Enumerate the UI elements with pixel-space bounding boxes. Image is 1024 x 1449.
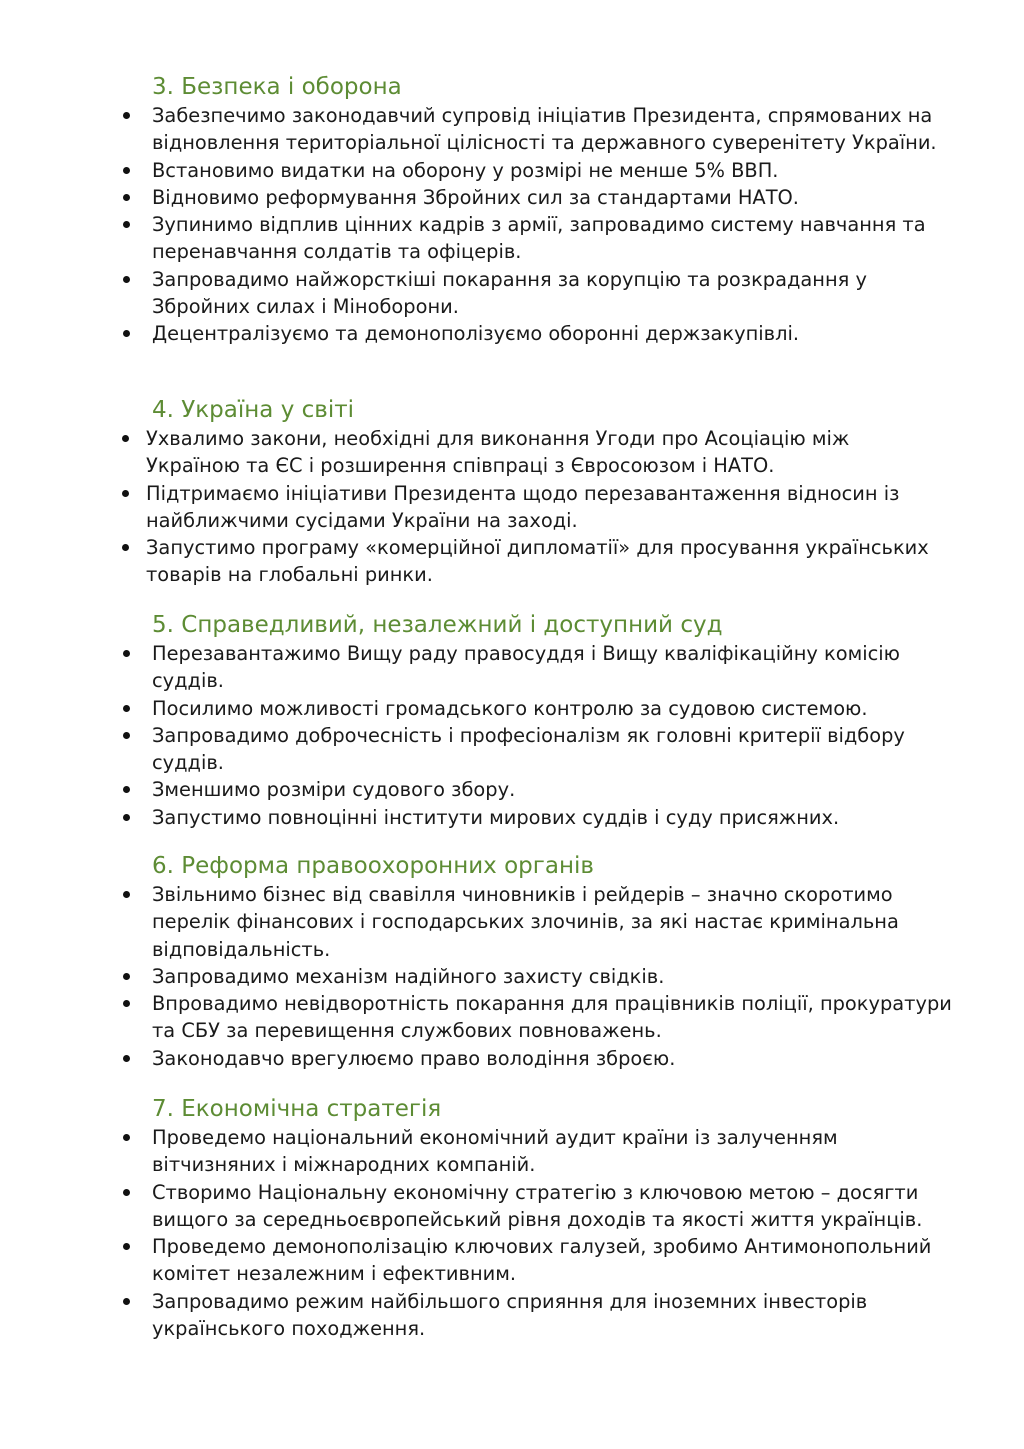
- section-heading: 5. Справедливий, незалежний і доступний суд: [152, 612, 723, 638]
- bullet-icon: [123, 330, 130, 337]
- list-item: [146, 480, 946, 535]
- bullet-icon: [123, 650, 130, 657]
- bullet-list: [152, 102, 952, 348]
- bullet-icon: [122, 435, 129, 442]
- list-item-text: Перезавантажимо Вищу раду правосуддя і Вищу кваліфікаційну комісію суддів.: [152, 642, 901, 693]
- list-item: [152, 695, 952, 722]
- list-item-text: Запровадимо найжорсткіші покарання за корупцію та розкрадання у Збройних силах і Міноборони.: [152, 267, 867, 319]
- bullet-icon: [123, 705, 130, 712]
- bullet-icon: [123, 891, 130, 898]
- list-item-text: Запровадимо доброчесність і професіоналізм як головні критерії відбору суддів.: [152, 723, 905, 775]
- list-item: [152, 320, 952, 347]
- list-item: [152, 157, 952, 184]
- list-item-text: Відновимо реформування Збройних сил за стандартами НАТО.: [152, 185, 799, 209]
- list-item: [152, 211, 952, 266]
- section-heading: 7. Економічна стратегія: [152, 1096, 442, 1122]
- list-item-text: Впровадимо невідворотність покарання для працівників поліції, прокуратури та СБУ за перевищення службових повноважень.: [152, 992, 952, 1043]
- list-item: [152, 640, 952, 695]
- bullet-list: [152, 640, 952, 831]
- bullet-icon: [123, 732, 130, 739]
- bullet-icon: [122, 544, 129, 551]
- list-item: [152, 881, 952, 963]
- list-item: [152, 1288, 952, 1343]
- list-item: [146, 425, 946, 480]
- bullet-icon: [123, 1134, 130, 1141]
- bullet-icon: [123, 1000, 130, 1007]
- list-item-text: Законодавчо врегулюємо право володіння зброєю.: [152, 1046, 676, 1070]
- list-item-text: Створимо Національну економічну стратегію з ключовою метою – досягти вищого за середньоєвропейський рівня доходів та якості життя українців.: [152, 1180, 923, 1231]
- list-item: [152, 102, 952, 157]
- list-item-text: Підтримаємо ініціативи Президента щодо перезавантаження відносин із найближчими сусідами України на заході.: [146, 481, 900, 532]
- bullet-list: [152, 1124, 952, 1342]
- bullet-icon: [122, 490, 129, 497]
- list-item: [152, 1179, 952, 1234]
- bullet-icon: [123, 194, 130, 201]
- list-item-text: Запустимо програму «комерційної дипломатії» для просування українських товарів на глобальні ринки.: [146, 536, 929, 587]
- bullet-icon: [123, 814, 130, 821]
- list-item-text: Зменшимо розміри судового збору.: [152, 778, 516, 802]
- list-item: [152, 722, 952, 777]
- section-heading: 6. Реформа правоохоронних органів: [152, 853, 594, 879]
- list-item-text: Проведемо національний економічний аудит країни із залученням вітчизняних і міжнародних компаній.: [152, 1126, 838, 1177]
- list-item-text: Встановимо видатки на оборону у розмірі не менше 5% ВВП.: [152, 158, 779, 182]
- list-item: [152, 266, 952, 321]
- list-item: [152, 184, 952, 211]
- list-item: [152, 963, 952, 990]
- bullet-icon: [123, 276, 130, 283]
- list-item-text: Ухвалимо закони, необхідні для виконання Угоди про Асоціацію між Україною та ЄС і розширення співпраці з Євросоюзом і НАТО.: [146, 427, 850, 478]
- bullet-icon: [123, 1243, 130, 1250]
- list-item: [152, 1045, 952, 1072]
- list-item-text: Проведемо демонополізацію ключових галузей, зробимо Антимонопольний комітет незалежним і ефективним.: [152, 1235, 932, 1286]
- bullet-icon: [123, 1189, 130, 1196]
- list-item-text: Звільнимо бізнес від свавілля чиновників і рейдерів – значно скоротимо перелік фінансових і господарських злочинів, за які настає кримінальна відповідальність.: [152, 883, 899, 961]
- bullet-icon: [123, 221, 130, 228]
- list-item: [152, 1124, 952, 1179]
- bullet-icon: [123, 1298, 130, 1305]
- bullet-icon: [123, 1055, 130, 1062]
- list-item-text: Децентралізуємо та демонополізуємо оборонні держзакупівлі.: [152, 322, 800, 346]
- bullet-icon: [123, 167, 130, 174]
- bullet-list: [152, 881, 952, 1072]
- list-item-text: Зупинимо відплив цінних кадрів з армії, запровадимо систему навчання та перенавчання солдатів та офіцерів.: [152, 213, 926, 264]
- list-item-text: Посилимо можливості громадського контролю за судовою системою.: [152, 696, 868, 720]
- list-item: [152, 1233, 952, 1288]
- section-heading: 4. Україна у світі: [152, 397, 354, 423]
- section-heading: 3. Безпека і оборона: [152, 74, 402, 100]
- list-item: [146, 534, 946, 589]
- bullet-icon: [123, 112, 130, 119]
- bullet-list: [146, 425, 946, 589]
- list-item-text: Запровадимо режим найбільшого сприяння для іноземних інвесторів українського походження.: [152, 1289, 868, 1341]
- list-item: [152, 776, 952, 803]
- list-item: [152, 804, 952, 831]
- list-item-text: Запровадимо механізм надійного захисту свідків.: [152, 964, 665, 988]
- bullet-icon: [123, 973, 130, 980]
- list-item-text: Запустимо повноцінні інститути мирових суддів і суду присяжних.: [152, 805, 840, 829]
- list-item: [152, 990, 952, 1045]
- bullet-icon: [123, 786, 130, 793]
- list-item-text: Забезпечимо законодавчий супровід ініціатив Президента, спрямованих на відновлення територіальної цілісності та державного суверенітету України.: [152, 104, 937, 155]
